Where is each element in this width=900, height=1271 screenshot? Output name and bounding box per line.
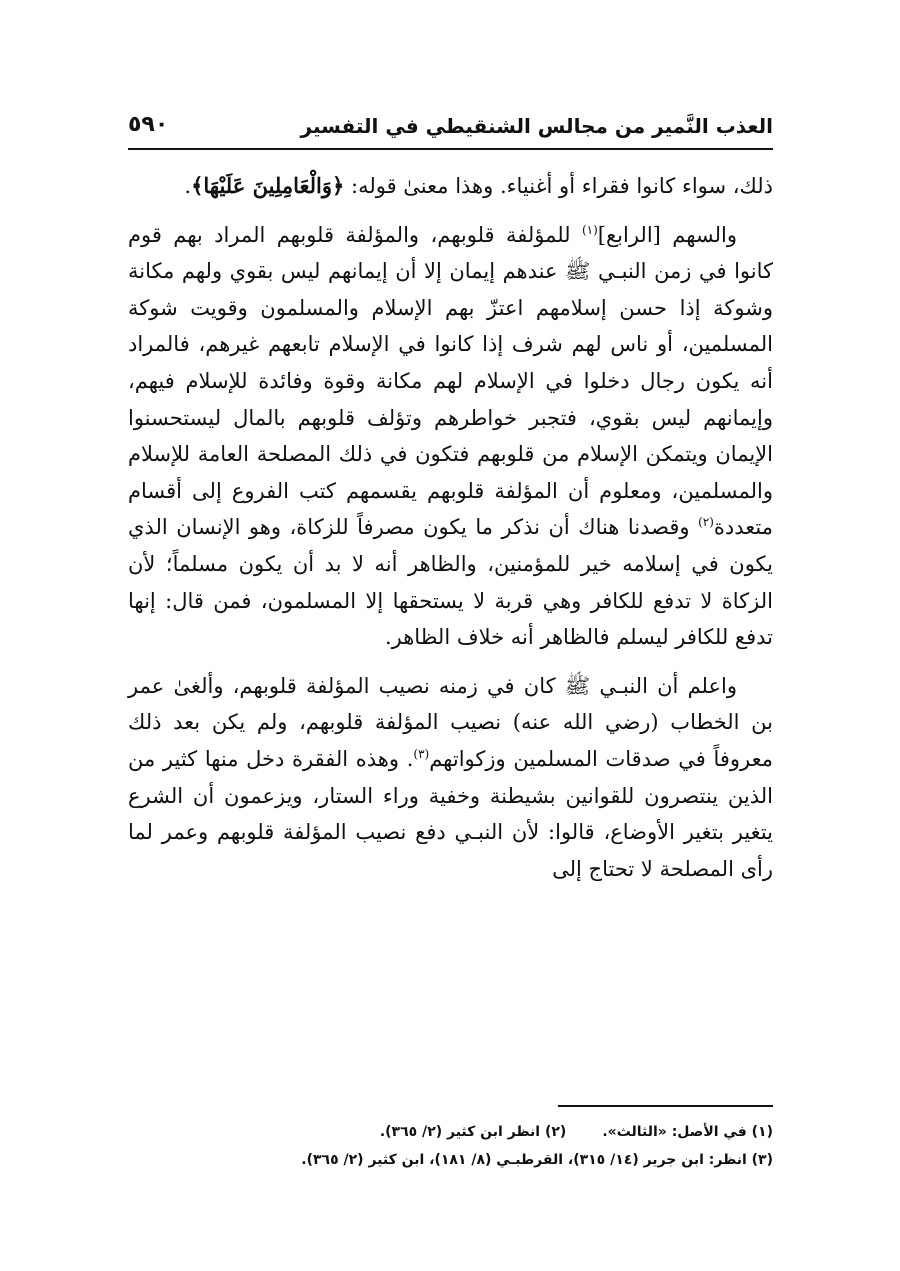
paragraph-2	[128, 217, 773, 656]
running-header	[128, 108, 773, 150]
footnotes-line-1	[128, 1118, 773, 1146]
paragraph-2-start: والسهم [الرابع]	[597, 222, 737, 247]
paragraph-3-end: . وهذه الفقرة دخل منها كثير من الذين ينتصرون للقوانين بشيطنة وخفية وراء الستار، ويزعمون أن الشرع يتغير بتغير الأوضاع، قالوا: لأن النبـي دفع نصيب المؤلفة قلوبهم وعمر لما رأى المصلحة لا تحتاج إلى	[128, 746, 773, 881]
paragraph-1-intro: ذلك، سواء كانوا فقراء أو أغنياء. وهذا معنىٰ قوله:	[344, 174, 773, 198]
paragraph-3	[128, 668, 773, 888]
footnote-ref-1[interactable]: (١)	[581, 222, 598, 237]
paragraph-2-end: وقصدنا هناك أن نذكر ما يكون مصرفاً للزكاة، وهو الإنسان الذي يكون في إسلامه خير للمؤمنين، والظاهر أنه لا بد أن يكون مسلماً؛ لأن الزكاة لا تدفع للكافر وهي قربة لا يستحقها إلا المسلمون، فمن قال: إنها تدفع للكافر ليسلم فالظاهر أنه خلاف الظاهر.	[128, 515, 773, 650]
main-text	[128, 168, 773, 887]
paragraph-2-mid: للمؤلفة قلوبهم، والمؤلفة قلوبهم المراد بهم قوم كانوا في زمن النبـي ﷺ عندهم إيمان إلا أن إيمانهم ليس بقوي ولهم مكانة وشوكة إذا حسن إسلامهم اعتزّ بهم الإسلام والمسلمون وقويت شوكة المسلمين، أو ناس لهم شرف إذا كانوا في الإسلام تابعهم غيرهم، فالمراد أنه يكون رجال دخلوا في الإسلام لهم مكانة وقوة وفائدة للإسلام فيهم، وإيمانهم ليس بقوي، فتجبر خواطرهم وتؤلف قلوبهم بالمال ليستحسنوا الإيمان ويتمكن الإسلام من قلوبهم فتكون في ذلك المصلحة العامة للإسلام والمسلمين، ومعلوم أن المؤلفة قلوبهم يقسمهم كتب الفروع إلى أقسام متعددة	[128, 222, 773, 540]
footnotes-line-2	[128, 1146, 773, 1174]
paragraph-1-end: .	[184, 174, 192, 198]
footnote-2: (٢) انظر ابن كثير (٢/ ٣٦٥).	[379, 1124, 567, 1140]
quran-verse: ﴿وَالْعَامِلِينَ عَلَيْهَا﴾	[191, 173, 345, 198]
footnote-ref-2[interactable]: (٢)	[698, 515, 714, 530]
paragraph-1	[128, 168, 773, 205]
page-number: ٥٩٠	[128, 112, 169, 137]
footnotes	[128, 1118, 773, 1174]
footnote-ref-3[interactable]: (٣)	[413, 746, 430, 761]
footnote-separator	[558, 1105, 773, 1107]
book-title: العذب النَّمير من مجالس الشنقيطي في التفسير	[300, 114, 773, 138]
footnote-3: (٣) انظر: ابن جرير (١٤/ ٣١٥)، القرطبـي (٨/ ١٨١)، ابن كثير (٢/ ٣٦٥).	[301, 1152, 773, 1168]
footnote-1: (١) في الأصل: «الثالث».	[602, 1124, 773, 1140]
paragraph-3-start: واعلم أن النبـي ﷺ كان في زمنه نصيب المؤلفة قلوبهم، وألغىٰ عمر بن الخطاب (رضي الله عنه) نصيب المؤلفة قلوبهم، ولم يكن بعد ذلك معروفاً في صدقات المسلمين وزكواتهم	[128, 673, 773, 771]
